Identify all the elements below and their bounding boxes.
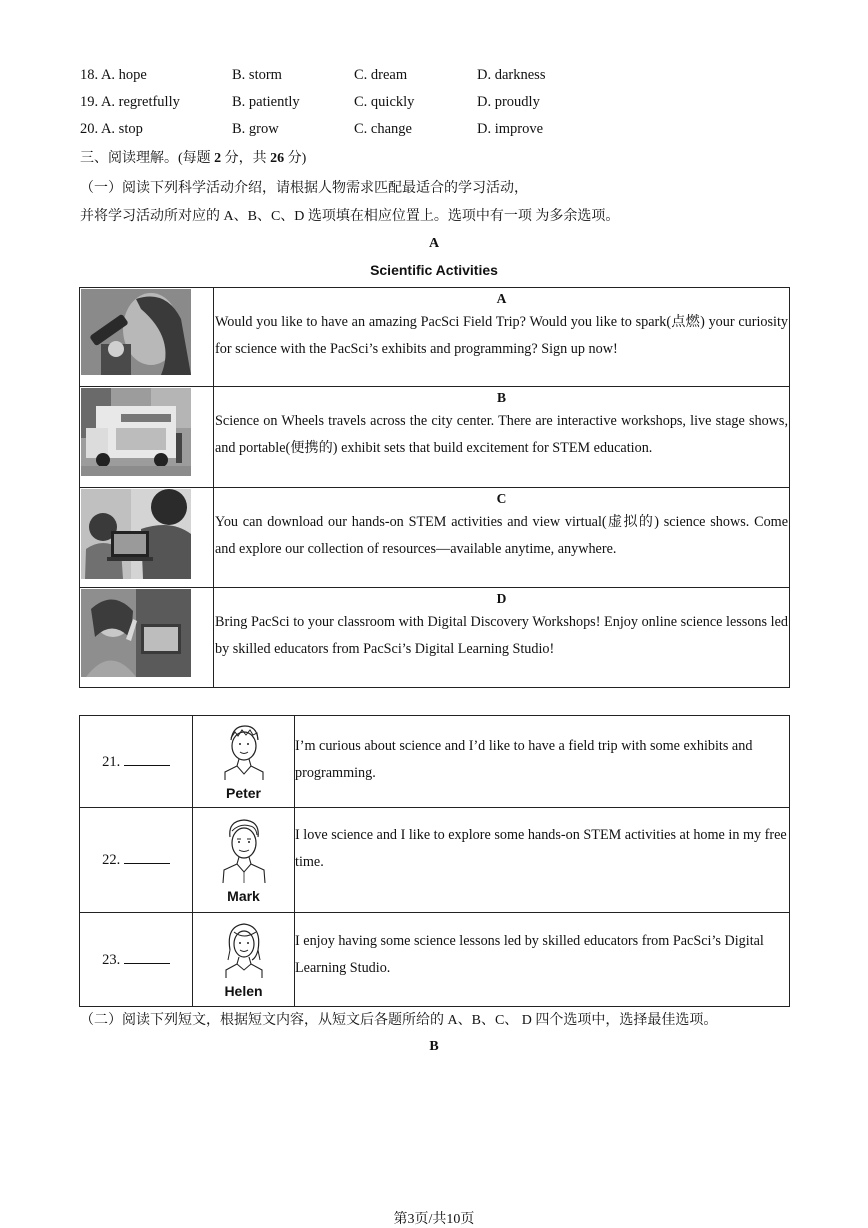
- page-footer: 第3页/共10页: [393, 1212, 475, 1227]
- mark-name: Mark: [227, 887, 260, 904]
- passage-a-title: Scientific Activities: [370, 262, 498, 278]
- activity-a-text: Would you like to have an amazing PacSci Field Trip? Would you like to spark(点燃) your curiosity for science with the PacSci’s exhibits and programming? Sign up now!: [215, 314, 788, 357]
- option-20-d: D. improve: [477, 121, 544, 137]
- activity-c-photo: [81, 489, 191, 579]
- activity-c-text-cell: [214, 488, 790, 588]
- heading-mid: 分，共: [221, 151, 271, 166]
- points-total: 26: [270, 151, 285, 166]
- mark-portrait-cell: [193, 808, 295, 913]
- heading-post: 分): [284, 151, 307, 166]
- question-22-number: 22.: [102, 852, 121, 868]
- part1-instruction-line1: （一）阅读下列科学活动介绍，请根据人物需求匹配最适合的学习活动，: [80, 181, 528, 196]
- helen-name: Helen: [224, 983, 263, 999]
- passage-a-letter: A: [428, 236, 440, 251]
- part1-instruction-line2: 并将学习活动所对应的 A、B、C、D 选项填在相应位置上。选项中有一项 为多余选项。: [80, 209, 620, 224]
- people-table: [79, 715, 790, 1007]
- activity-b-text-cell: [214, 387, 790, 488]
- activity-row-d: [80, 588, 790, 688]
- activity-b-photo: [81, 388, 191, 476]
- peter-portrait-cell: [193, 716, 295, 808]
- option-20-b: B. grow: [232, 121, 279, 137]
- heading-pre: 三、阅读理解。(每题: [80, 151, 215, 166]
- option-19-c: C. quickly: [354, 94, 415, 110]
- option-20-a: 20. A. stop: [80, 121, 143, 137]
- person-row-helen: [80, 913, 790, 1007]
- option-19-a: 19. A. regretfully: [80, 94, 180, 110]
- option-20-c: C. change: [354, 121, 412, 137]
- activity-a-image-cell: [80, 288, 214, 387]
- option-18-a: 18. A. hope: [80, 67, 147, 83]
- section-heading: [80, 147, 306, 167]
- part2-instruction: （二）阅读下列短文，根据短文内容，从短文后各题所给的 A、B、C、 D 四个选项中，选择最佳选项。: [80, 1013, 718, 1028]
- activity-row-a: [80, 288, 790, 387]
- activity-d-photo: [81, 589, 191, 677]
- answer-22-blank[interactable]: [124, 851, 170, 864]
- mark-portrait-icon: [220, 817, 268, 883]
- helen-portrait-icon: [222, 920, 266, 978]
- answer-22-cell: [80, 808, 193, 913]
- peter-name: Peter: [225, 785, 262, 801]
- activity-c-image-cell: [80, 488, 214, 588]
- option-18-d: D. darkness: [477, 67, 546, 83]
- activity-row-c: [80, 488, 790, 588]
- activity-d-text-cell: [214, 588, 790, 688]
- peter-need: I’m curious about science and I’d like to have a field trip with some exhibits and programming.: [295, 716, 790, 808]
- option-19-d: D. proudly: [477, 94, 540, 110]
- activity-d-image-cell: [80, 588, 214, 688]
- activity-a-letter: A: [496, 291, 507, 306]
- person-row-peter: [80, 716, 790, 808]
- answer-21-blank[interactable]: [124, 753, 170, 766]
- activity-b-text: Science on Wheels travels across the city center. There are interactive workshops, live stage shows, and portable(便携的) exhibit sets that build excitement for STEM education.: [215, 413, 788, 456]
- activity-b-image-cell: [80, 387, 214, 488]
- answer-23-cell: [80, 913, 193, 1007]
- activity-d-text: Bring PacSci to your classroom with Digital Discovery Workshops! Enjoy online science lessons led by skilled educators from PacSci’s Digital Learning Studio!: [215, 614, 788, 657]
- activity-c-letter: C: [496, 491, 507, 506]
- helen-need: I enjoy having some science lessons led by skilled educators from PacSci’s Digital Learning Studio.: [295, 913, 790, 1007]
- peter-portrait-icon: [221, 722, 267, 780]
- mark-need: I love science and I like to explore some hands-on STEM activities at home in my free time.: [295, 808, 790, 913]
- answer-23-blank[interactable]: [124, 951, 170, 964]
- activities-table: [79, 287, 790, 688]
- activity-a-text-cell: [214, 288, 790, 387]
- activity-b-letter: B: [496, 390, 506, 405]
- activity-d-letter: D: [496, 591, 507, 606]
- option-18-c: C. dream: [354, 67, 408, 83]
- activity-a-photo: [81, 289, 191, 375]
- question-23-number: 23.: [102, 951, 121, 968]
- option-18-b: B. storm: [232, 67, 282, 83]
- helen-portrait-cell: [193, 913, 295, 1007]
- activity-row-b: [80, 387, 790, 488]
- option-19-b: B. patiently: [232, 94, 300, 110]
- answer-21-cell: [80, 716, 193, 808]
- passage-b-letter: B: [429, 1039, 439, 1054]
- points-each: 2: [214, 151, 222, 166]
- activity-c-text: You can download our hands-on STEM activities and view virtual(虚拟的) science shows. Come and explore our collection of resources—available anytime, anywhere.: [215, 514, 788, 557]
- question-21-number: 21.: [102, 753, 121, 770]
- person-row-mark: [80, 808, 790, 913]
